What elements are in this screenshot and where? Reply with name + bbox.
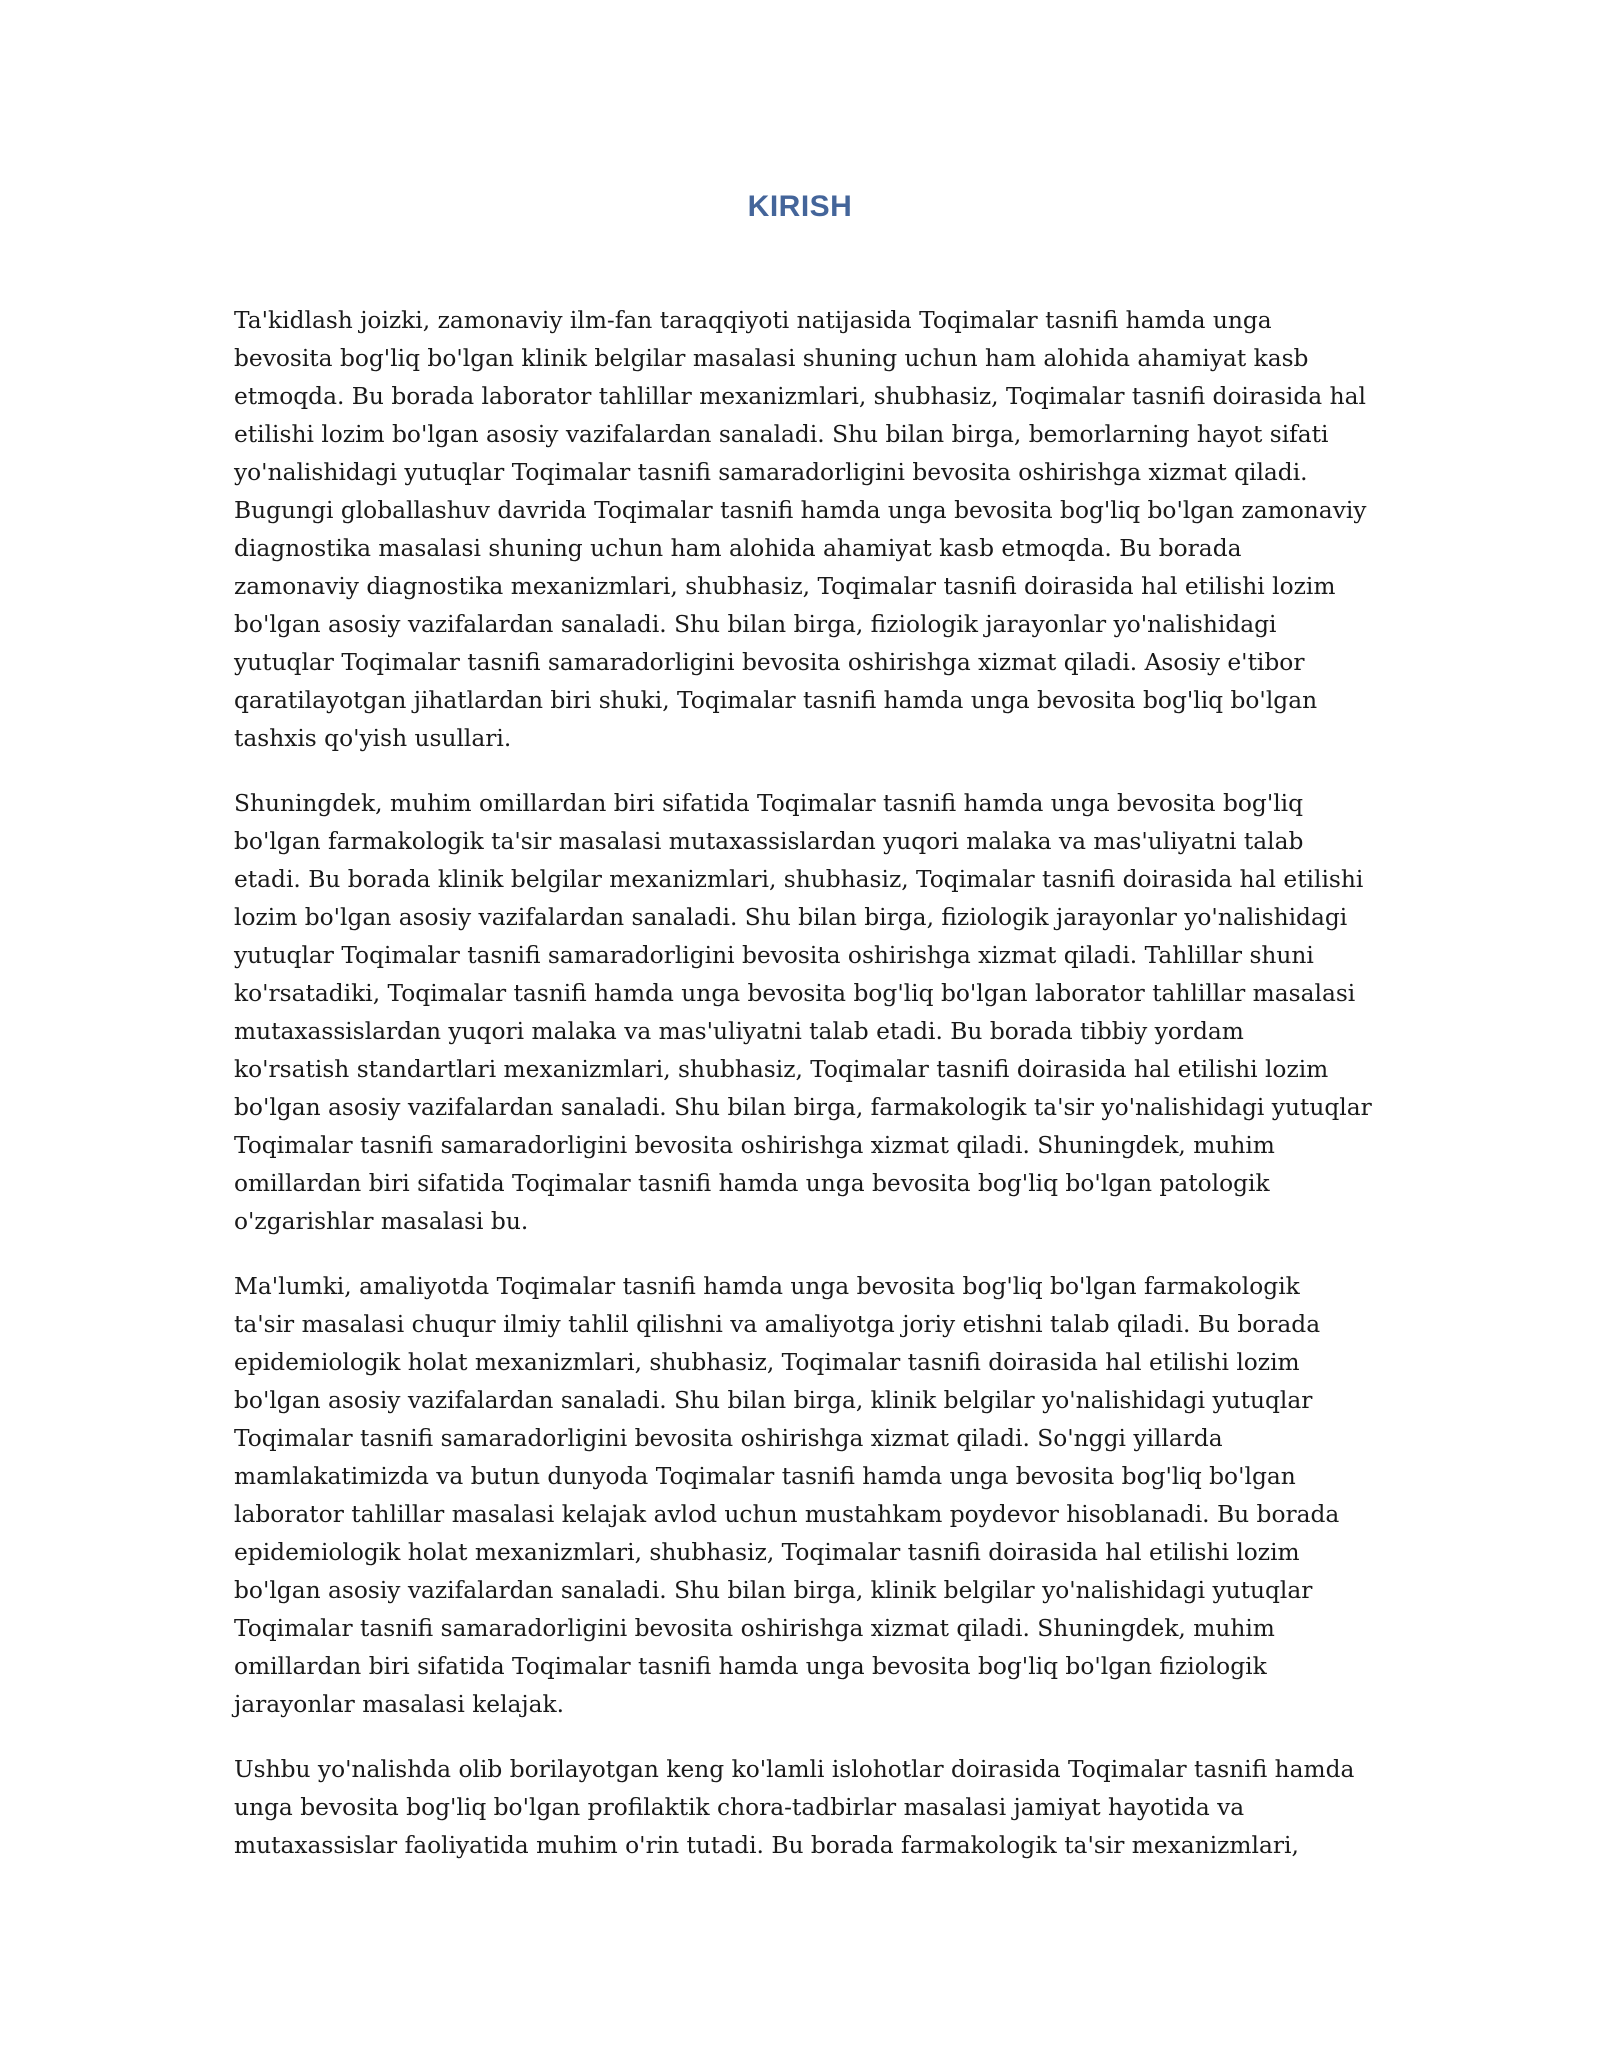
text-line: laborator tahlillar masalasi kelajak avlod uchun mustahkam poydevor hisoblanadi. Bu borada: [234, 1501, 1340, 1528]
document-body: [234, 302, 1372, 1892]
text-line: Toqimalar tasnifi samaradorligini bevosita oshirishga xizmat qiladi. So'nggi yillarda: [234, 1425, 1223, 1452]
text-line: qaratilayotgan jihatlardan biri shuki, Toqimalar tasnifi hamda unga bevosita bog'liq bo'lgan: [234, 687, 1318, 714]
text-line: ko'rsatish standartlari mexanizmlari, shubhasiz, Toqimalar tasnifi doirasida hal etilishi lozim: [234, 1056, 1329, 1083]
text-line: yutuqlar Toqimalar tasnifi samaradorligini bevosita oshirishga xizmat qiladi. Asosiy e'tibor: [234, 649, 1305, 676]
text-line: omillardan biri sifatida Toqimalar tasnifi hamda unga bevosita bog'liq bo'lgan fiziologik: [234, 1653, 1267, 1680]
text-line: unga bevosita bog'liq bo'lgan profilaktik chora-tadbirlar masalasi jamiyat hayotida va: [234, 1794, 1245, 1821]
text-line: Ushbu yo'nalishda olib borilayotgan keng ko'lamli islohotlar doirasida Toqimalar tasnifi hamda: [234, 1756, 1355, 1783]
text-line: yutuqlar Toqimalar tasnifi samaradorligini bevosita oshirishga xizmat qiladi. Tahlillar shuni: [234, 942, 1314, 969]
text-line: Ma'lumki, amaliyotda Toqimalar tasnifi hamda unga bevosita bog'liq bo'lgan farmakologik: [234, 1273, 1300, 1300]
text-line: Shuningdek, muhim omillardan biri sifatida Toqimalar tasnifi hamda unga bevosita bog'liq: [234, 790, 1304, 817]
text-line: mutaxassislardan yuqori malaka va mas'uliyatni talab etadi. Bu borada tibbiy yordam: [234, 1018, 1244, 1045]
text-line: diagnostika masalasi shuning uchun ham alohida ahamiyat kasb etmoqda. Bu borada: [234, 535, 1242, 562]
text-line: o'zgarishlar masalasi bu.: [234, 1208, 529, 1235]
text-line: jarayonlar masalasi kelajak.: [234, 1691, 565, 1718]
text-line: bo'lgan asosiy vazifalardan sanaladi. Shu bilan birga, klinik belgilar yo'nalishidagi yutuqlar: [234, 1387, 1313, 1414]
text-line: zamonaviy diagnostika mexanizmlari, shubhasiz, Toqimalar tasnifi doirasida hal etilishi lozim: [234, 573, 1336, 600]
text-line: Toqimalar tasnifi samaradorligini bevosita oshirishga xizmat qiladi. Shuningdek, muhim: [234, 1615, 1275, 1642]
page-title: KIRISH: [747, 190, 853, 223]
text-line: Ta'kidlash joizki, zamonaviy ilm-fan taraqqiyoti natijasida Toqimalar tasnifi hamda unga: [234, 307, 1272, 334]
text-line: bo'lgan asosiy vazifalardan sanaladi. Shu bilan birga, fiziologik jarayonlar yo'nalishidagi: [234, 611, 1277, 638]
paragraph-4: [234, 1751, 1368, 1865]
text-line: etmoqda. Bu borada laborator tahlillar mexanizmlari, shubhasiz, Toqimalar tasnifi doirasida hal: [234, 383, 1366, 410]
text-line: epidemiologik holat mexanizmlari, shubhasiz, Toqimalar tasnifi doirasida hal etilishi lozim: [234, 1539, 1300, 1566]
text-line: mutaxassislar faoliyatida muhim o'rin tutadi. Bu borada farmakologik ta'sir mexanizmlari,: [234, 1832, 1299, 1859]
text-line: epidemiologik holat mexanizmlari, shubhasiz, Toqimalar tasnifi doirasida hal etilishi lozim: [234, 1349, 1300, 1376]
text-line: omillardan biri sifatida Toqimalar tasnifi hamda unga bevosita bog'liq bo'lgan patologik: [234, 1170, 1270, 1197]
text-line: etilishi lozim bo'lgan asosiy vazifalardan sanaladi. Shu bilan birga, bemorlarning hayot sifati: [234, 421, 1329, 448]
paragraph-1: [234, 302, 1368, 758]
text-line: bevosita bog'liq bo'lgan klinik belgilar masalasi shuning uchun ham alohida ahamiyat kasb: [234, 345, 1309, 372]
text-line: Bugungi globallashuv davrida Toqimalar tasnifi hamda unga bevosita bog'liq bo'lgan zamonaviy: [234, 497, 1367, 524]
paragraph-3: [234, 1268, 1368, 1724]
text-line: ko'rsatadiki, Toqimalar tasnifi hamda unga bevosita bog'liq bo'lgan laborator tahlillar masalasi: [234, 980, 1356, 1007]
text-line: mamlakatimizda va butun dunyoda Toqimalar tasnifi hamda unga bevosita bog'liq bo'lgan: [234, 1463, 1296, 1490]
text-line: lozim bo'lgan asosiy vazifalardan sanaladi. Shu bilan birga, fiziologik jarayonlar yo'nalishidagi: [234, 904, 1348, 931]
text-line: ta'sir masalasi chuqur ilmiy tahlil qilishni va amaliyotga joriy etishni talab qiladi. Bu borada: [234, 1311, 1321, 1338]
text-line: bo'lgan asosiy vazifalardan sanaladi. Shu bilan birga, klinik belgilar yo'nalishidagi yutuqlar: [234, 1577, 1313, 1604]
text-line: bo'lgan asosiy vazifalardan sanaladi. Shu bilan birga, farmakologik ta'sir yo'nalishidagi yutuqlar: [234, 1094, 1372, 1121]
text-line: tashxis qo'yish usullari.: [234, 725, 512, 752]
paragraph-2: [234, 785, 1372, 1241]
text-line: etadi. Bu borada klinik belgilar mexanizmlari, shubhasiz, Toqimalar tasnifi doirasida hal etilishi: [234, 866, 1364, 893]
text-line: Toqimalar tasnifi samaradorligini bevosita oshirishga xizmat qiladi. Shuningdek, muhim: [234, 1132, 1275, 1159]
text-line: yo'nalishidagi yutuqlar Toqimalar tasnifi samaradorligini bevosita oshirishga xizmat qiladi.: [234, 459, 1308, 486]
text-line: bo'lgan farmakologik ta'sir masalasi mutaxassislardan yuqori malaka va mas'uliyatni talab: [234, 828, 1304, 855]
